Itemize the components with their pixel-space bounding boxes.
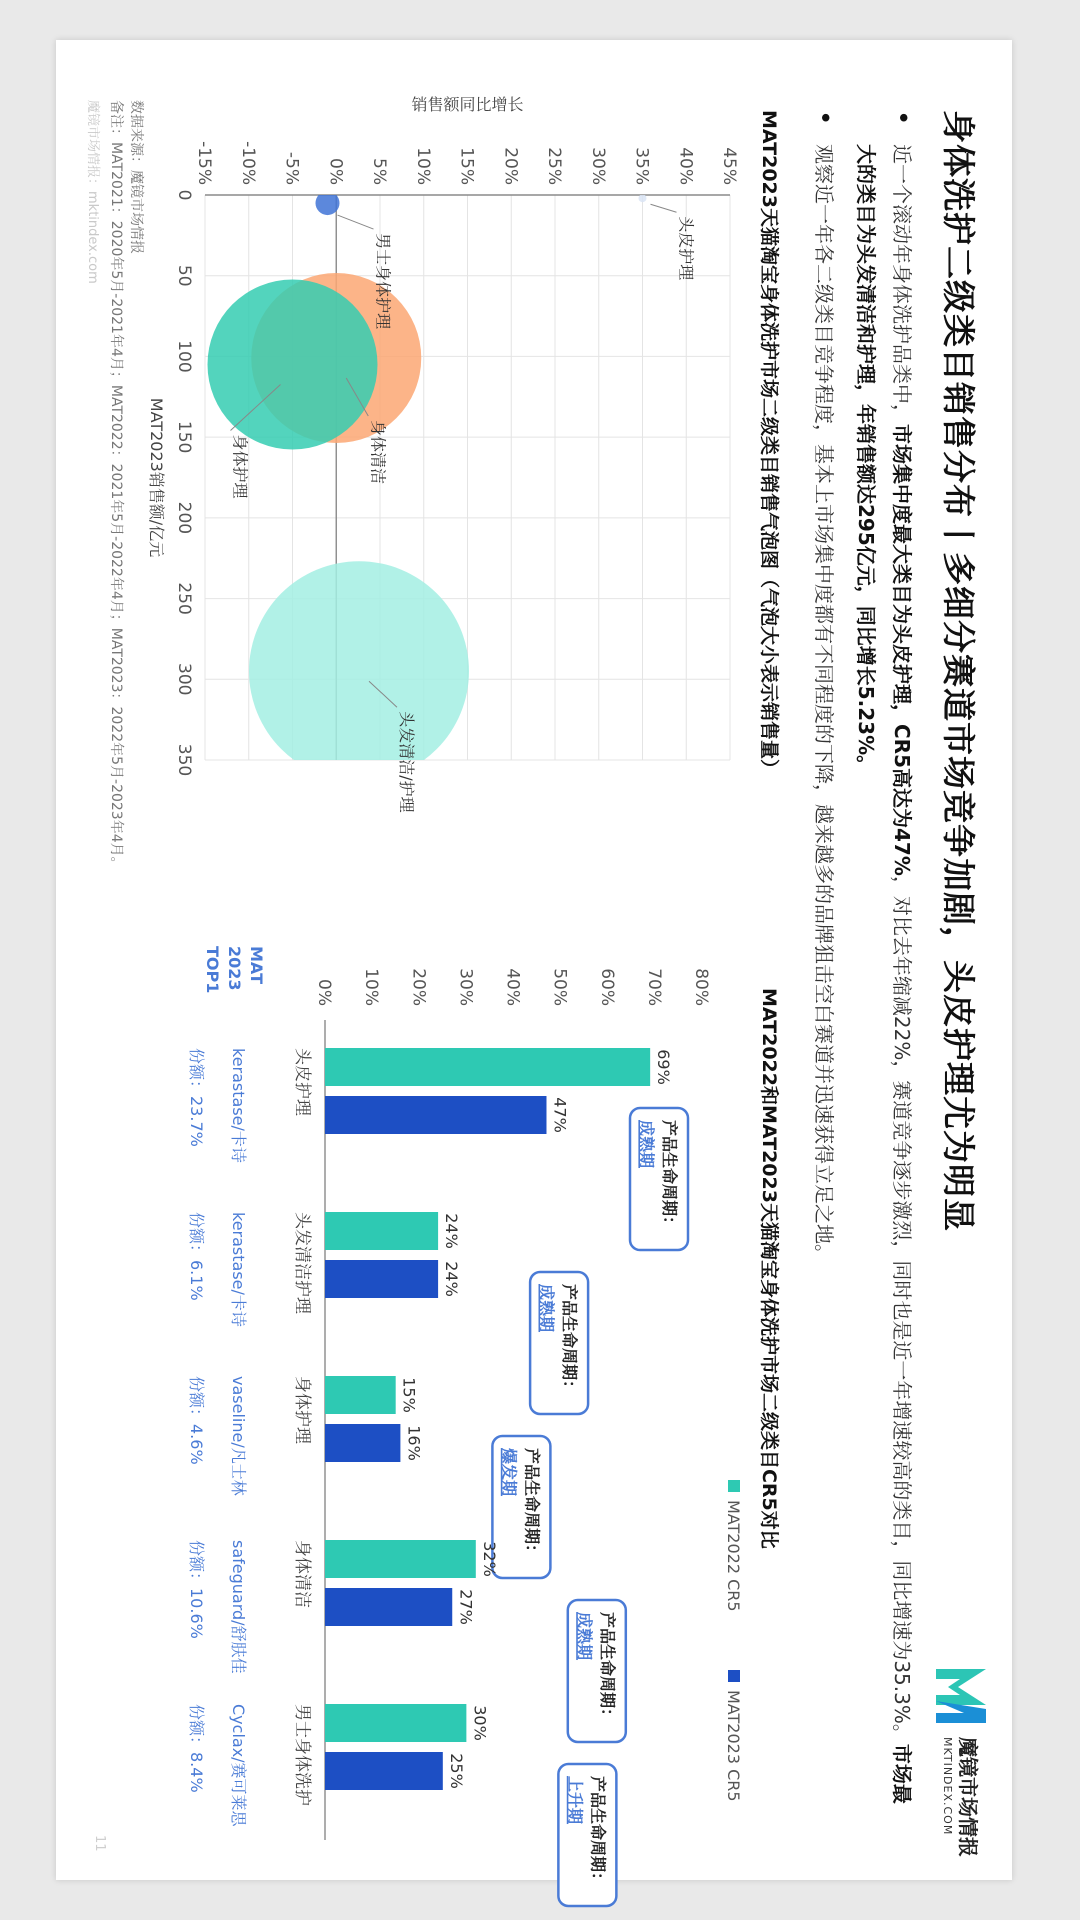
- bullet-text: [848, 144, 920, 1810]
- lifecycle-callout: [558, 1764, 616, 1906]
- bar-value-label: 15%: [399, 1377, 419, 1413]
- bar-value-label: 16%: [404, 1425, 424, 1461]
- bar-ytick-label: 30%: [455, 968, 476, 1006]
- bar-ytick-label: 70%: [643, 968, 664, 1006]
- bubble-ytick-label: 15%: [456, 147, 477, 185]
- bubble-ytick-label: 0%: [325, 158, 346, 185]
- bubble-chart-title: MAT2023天猫淘宝身体洗护市场二级类目销售气泡图（气泡大小表示销售量）: [758, 110, 780, 778]
- bullet-run: ，对比去年缩减22%，赛道竞争逐步激烈，同时也是近一年增速较高的类目，同比增速为35.3%。: [890, 875, 914, 1744]
- bubble-ytick-label: 20%: [500, 147, 521, 185]
- lifecycle-stage: 成熟期: [537, 1284, 557, 1333]
- bullet-text: [806, 144, 842, 1810]
- lifecycle-stage: 爆发期: [499, 1448, 519, 1497]
- bubble-xtick-label: 50: [174, 264, 194, 287]
- bubble-xtick-label: 150: [174, 420, 194, 454]
- bar-ytick-label: 20%: [408, 968, 429, 1006]
- bubble-ytick-label: 45%: [719, 147, 739, 185]
- bar-value-label: 69%: [654, 1049, 674, 1085]
- bullet-emphasis: 市场集中度最大类目为头皮护理，CR5高达为47%: [890, 424, 914, 876]
- bar-ytick-label: 80%: [691, 968, 711, 1006]
- bubble-point: [249, 561, 469, 781]
- bar-ytick-label: 40%: [502, 968, 523, 1006]
- page-title: 身体洗护二级类目销售分布丨多细分赛道市场竞争加剧，头皮护理尤为明显: [939, 110, 978, 1232]
- bar-legend-swatch: [728, 1480, 740, 1492]
- top1-share: 份额：10.6%: [187, 1540, 206, 1639]
- bubble-leader-line: [651, 204, 677, 212]
- bullet-point-2: [806, 110, 842, 1810]
- lifecycle-label: 产品生命周期：: [588, 1776, 608, 1889]
- bar-ytick-label: 60%: [596, 968, 617, 1006]
- source-line: 备注：MAT2021：2020年5月-2021年4月；MAT2022：2021年5月-2022年4月；MAT2023：2022年5月-2023年4月。: [108, 100, 124, 871]
- bullet-dot: •: [887, 110, 917, 126]
- bubble-xtick-label: 100: [174, 340, 194, 373]
- brand-name: 魔镜市场情报: [956, 1737, 980, 1857]
- bar-ytick-label: 50%: [549, 968, 570, 1006]
- bubble-point-label: 头皮护理: [676, 216, 696, 281]
- bullet-emphasis: 市场最大的类目为头发清洁和护理，年销售额达295亿元，同比增长5.23%。: [854, 144, 914, 1804]
- bubble-point: [208, 280, 378, 450]
- cr5-bar-chart: [150, 920, 750, 1889]
- top1-row-title: MAT: [247, 946, 266, 984]
- bar-category-label: 男士身体洗护: [292, 1704, 312, 1806]
- top1-brand: Cyclax/赛可莱思: [229, 1704, 248, 1827]
- bubble-xtick-label: 200: [174, 501, 194, 535]
- bubble-chart: [147, 70, 750, 950]
- lifecycle-stage: 成熟期: [637, 1120, 656, 1169]
- bar-value-label: 30%: [470, 1705, 490, 1741]
- lifecycle-callout: [530, 1272, 588, 1414]
- bullet-dot: •: [809, 110, 839, 126]
- report-slide: [56, 40, 1012, 1889]
- top1-share: 份额：23.7%: [187, 1048, 206, 1147]
- cr5-bar: [325, 1752, 443, 1790]
- top1-row-title: 2023: [225, 946, 244, 991]
- bubble-leader-line: [338, 215, 374, 229]
- bubble-ytick-label: -15%: [194, 141, 214, 185]
- cr5-bar: [325, 1424, 400, 1462]
- bar-value-label: 24%: [442, 1261, 462, 1297]
- lifecycle-callout: [630, 1108, 688, 1250]
- top1-share: 份额：8.4%: [187, 1704, 206, 1793]
- bubble-point-label: 头发清洁/护理: [397, 711, 416, 813]
- bubble-ytick-label: -10%: [237, 141, 258, 185]
- cr5-bar: [325, 1588, 452, 1626]
- bar-legend-label: MAT2023 CR5: [724, 1690, 743, 1802]
- mktindex-logo-icon: [932, 1665, 994, 1729]
- bubble-ytick-label: -5%: [281, 151, 302, 185]
- bubble-ytick-label: 40%: [675, 147, 696, 185]
- bubble-xtick-label: 350: [174, 743, 194, 777]
- cr5-bar: [325, 1048, 650, 1086]
- bubble-ytick-label: 35%: [631, 147, 652, 185]
- bubble-x-axis-title: MAT2023销售额/亿元: [147, 397, 166, 558]
- bubble-y-axis-title: 销售额同比增长: [411, 95, 524, 114]
- bubble-point-label: 身体护理: [230, 434, 250, 499]
- bubble-ytick-label: 25%: [544, 147, 564, 185]
- lifecycle-label: 产品生命周期：: [560, 1284, 580, 1397]
- cr5-bar: [325, 1096, 546, 1134]
- bubble-group: [208, 191, 647, 781]
- top1-brand: vaseline/凡士林: [229, 1376, 248, 1496]
- watermark: 魔镜市场情报：mktindex.com: [85, 100, 100, 284]
- bubble-ytick-label: 30%: [587, 147, 608, 185]
- cr5-bar: [325, 1540, 476, 1578]
- bar-category-label: 身体清洁: [292, 1540, 312, 1608]
- lifecycle-callout: [568, 1600, 626, 1742]
- bubble-xtick-label: 0: [174, 189, 194, 201]
- top1-brand: safeguard/舒肤佳: [229, 1540, 248, 1674]
- bullet-point-1: [848, 110, 920, 1810]
- brand-logo: [924, 1665, 994, 1865]
- top1-brand: kerastase/卡诗: [229, 1212, 248, 1327]
- source-note: [106, 100, 146, 871]
- lifecycle-stage: 上升期: [565, 1776, 585, 1825]
- brand-url: MKTINDEX.COM: [941, 1737, 954, 1836]
- page-number: 11: [92, 1835, 107, 1852]
- bar-value-label: 32%: [479, 1541, 499, 1577]
- bullet-run: 观察近一年各二级类目竞争程度，基本上市场集中度都有不同程度的下降，越来越多的品牌狙击空白赛道并迅速获得立足之地。: [812, 144, 836, 1264]
- lifecycle-stage: 成熟期: [574, 1612, 594, 1661]
- bar-value-label: 24%: [442, 1213, 462, 1249]
- bubble-point: [639, 194, 647, 202]
- bar-ytick-label: 10%: [361, 968, 382, 1006]
- top1-row-title: TOP1: [203, 946, 222, 994]
- bar-value-label: 47%: [550, 1097, 570, 1133]
- lifecycle-callout: [492, 1436, 550, 1578]
- bar-ytick-label: 0%: [314, 979, 334, 1006]
- bar-category-label: 头发清洁护理: [292, 1212, 312, 1314]
- top1-brand: kerastase/卡诗: [229, 1048, 248, 1163]
- bar-value-label: 25%: [446, 1753, 466, 1789]
- bubble-xtick-label: 250: [174, 582, 194, 615]
- top1-share: 份额：6.1%: [187, 1212, 206, 1301]
- bubble-ytick-label: 10%: [412, 147, 433, 185]
- bar-value-label: 27%: [456, 1589, 476, 1625]
- lifecycle-label: 产品生命周期：: [522, 1448, 542, 1561]
- bubble-point-label: 身体清洁: [368, 420, 388, 485]
- bar-legend-swatch: [728, 1670, 740, 1682]
- lifecycle-label: 产品生命周期：: [660, 1120, 679, 1233]
- lifecycle-label: 产品生命周期：: [597, 1612, 617, 1725]
- cr5-bar: [325, 1376, 396, 1414]
- bar-category-label: 头皮护理: [292, 1048, 312, 1116]
- bar-chart-title: MAT2022和MAT2023天猫淘宝身体洗护市场二级类目CR5对比: [758, 988, 780, 1549]
- cr5-bar: [325, 1704, 466, 1742]
- bubble-xtick-label: 300: [174, 663, 194, 696]
- bubble-ytick-label: 5%: [369, 158, 389, 185]
- top1-share: 份额：4.6%: [187, 1376, 206, 1465]
- bubble-point-label: 男士身体护理: [373, 233, 393, 330]
- bar-legend-label: MAT2022 CR5: [724, 1500, 743, 1612]
- bar-category-label: 身体护理: [292, 1376, 312, 1444]
- cr5-bar: [325, 1212, 438, 1250]
- bullet-run: 近一个滚动年身体洗护品类中，: [890, 144, 914, 424]
- cr5-bar: [325, 1260, 438, 1298]
- source-line: 数据来源：魔镜市场情报: [128, 100, 144, 254]
